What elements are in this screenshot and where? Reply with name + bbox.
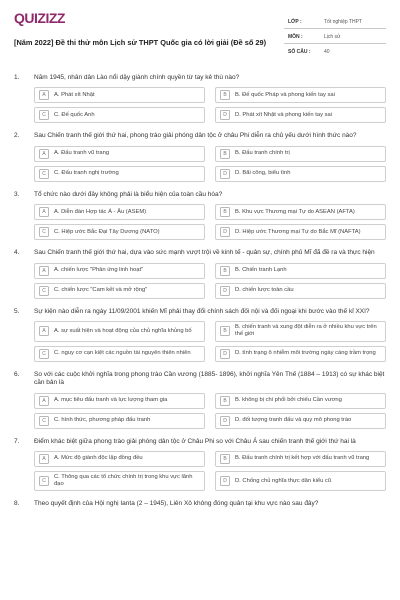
- meta-label: SỐ CÂU :: [288, 49, 311, 55]
- answer-option[interactable]: [34, 451, 205, 467]
- option-letter-box: C: [39, 169, 49, 179]
- answer-option[interactable]: [215, 87, 386, 103]
- answer-option[interactable]: [215, 224, 386, 240]
- worksheet-title: [Năm 2022] Đề thi thử môn Lịch sử THPT Quốc gia có lời giải (Đề số 29): [14, 38, 267, 47]
- question-header: [14, 74, 386, 82]
- answer-options: [14, 321, 386, 361]
- answer-option[interactable]: [34, 263, 205, 279]
- option-letter-box: B: [220, 326, 230, 336]
- answer-option[interactable]: [215, 166, 386, 182]
- answer-option[interactable]: [34, 393, 205, 409]
- question-block: [14, 500, 386, 508]
- option-letter-box: D: [220, 349, 230, 359]
- answer-option[interactable]: [215, 451, 386, 467]
- option-text: C. hình thức, phương pháp đấu tranh: [54, 416, 151, 423]
- option-letter-box: A: [39, 266, 49, 276]
- option-letter-box: B: [220, 266, 230, 276]
- option-letter-box: B: [220, 207, 230, 217]
- answer-options: [14, 451, 386, 491]
- answer-options: [14, 87, 386, 123]
- option-text: A. Mức độ giành độc lập đồng đều: [54, 455, 143, 462]
- answer-options: [14, 263, 386, 299]
- option-letter-box: A: [39, 396, 49, 406]
- question-text: Sự kiện nào diễn ra ngày 11/09/2001 khiến Mĩ phải thay đổi chính sách đối nội và đối ngoại khi bước vào thế kỉ XXI?: [34, 307, 370, 315]
- meta-row-count: [284, 44, 386, 59]
- question-list: [14, 74, 386, 518]
- option-text: C. Đấu tranh nghị trường: [54, 170, 119, 177]
- answer-option[interactable]: [34, 107, 205, 123]
- answer-option[interactable]: [34, 321, 205, 341]
- question-header: [14, 132, 386, 140]
- option-letter-box: A: [39, 149, 49, 159]
- option-letter-box: A: [39, 90, 49, 100]
- answer-options: [14, 204, 386, 240]
- option-text: C. chiến lược "Cam kết và mở rộng": [54, 287, 148, 294]
- option-letter-box: B: [220, 149, 230, 159]
- option-text: B. chiến tranh và xung đột diễn ra ở nhiều khu vực trên thế giới: [235, 324, 377, 338]
- question-text: Sau Chiến tranh thế giới thứ hai, phong trào giải phóng dân tộc ở châu Phi diễn ra chủ yếu dưới hình thức nào?: [34, 132, 357, 140]
- question-block: [14, 371, 386, 429]
- option-text: D. Bãi công, biểu tình: [235, 170, 291, 177]
- meta-label: MÔN :: [288, 34, 303, 40]
- question-block: [14, 132, 386, 181]
- question-header: [14, 191, 386, 199]
- option-text: B. Đấu tranh chính trị kết hợp với đấu tranh vũ trang: [235, 455, 370, 462]
- option-text: B. không bị chi phối bởi chiếu Cần vương: [235, 396, 342, 403]
- question-number: 6.: [14, 370, 20, 378]
- question-block: [14, 438, 386, 492]
- question-block: [14, 249, 386, 298]
- option-text: D. Chống chủ nghĩa thực dân kiểu cũ: [235, 477, 332, 484]
- meta-value: Lịch sử: [324, 34, 341, 40]
- quizizz-logo: QUIZIZZ: [14, 10, 65, 26]
- answer-option[interactable]: [34, 471, 205, 491]
- option-text: B. Đế quốc Pháp và phong kiến tay sai: [235, 91, 335, 98]
- question-number: 8.: [14, 500, 20, 508]
- option-text: C. Đế quốc Anh: [54, 111, 95, 118]
- option-letter-box: A: [39, 326, 49, 336]
- answer-option[interactable]: [34, 87, 205, 103]
- option-text: C. nguy cơ cạn kiệt các nguồn tài nguyên thiên nhiên: [54, 350, 191, 357]
- option-letter-box: C: [39, 286, 49, 296]
- answer-option[interactable]: [215, 393, 386, 409]
- question-text: Điểm khác biệt giữa phong trào giải phóng dân tộc ở Châu Phi so với Châu Á sau chiến tranh thế giới thứ hai là: [34, 437, 356, 445]
- option-text: C. Thông qua các tổ chức chính trị trong khu vực lãnh đạo: [54, 473, 193, 488]
- answer-option[interactable]: [215, 204, 386, 220]
- question-header: [14, 371, 386, 388]
- answer-option[interactable]: [215, 346, 386, 362]
- option-letter-box: C: [39, 416, 49, 426]
- answer-option[interactable]: [215, 471, 386, 491]
- option-letter-box: B: [220, 90, 230, 100]
- option-text: A. mục tiêu đấu tranh và lực lượng tham gia: [54, 396, 168, 403]
- option-letter-box: C: [39, 476, 49, 486]
- option-text: A. chiến lược "Phản ứng linh hoạt": [54, 267, 144, 274]
- answer-options: [14, 146, 386, 182]
- option-text: C. Hiệp ước Bắc Đại Tây Dương (NATO): [54, 228, 160, 235]
- option-text: D. đối tượng tranh đấu và quy mô phong trào: [235, 416, 352, 423]
- answer-option[interactable]: [215, 107, 386, 123]
- option-text: D. chiến lược toàn cầu: [235, 287, 294, 294]
- option-letter-box: B: [220, 396, 230, 406]
- answer-option[interactable]: [34, 224, 205, 240]
- answer-option[interactable]: [34, 204, 205, 220]
- question-number: 5.: [14, 307, 20, 315]
- question-number: 1.: [14, 74, 20, 81]
- answer-option[interactable]: [215, 321, 386, 341]
- question-number: 2.: [14, 132, 20, 140]
- meta-label: LỚP :: [288, 19, 302, 25]
- answer-option[interactable]: [34, 166, 205, 182]
- question-block: [14, 191, 386, 240]
- option-text: B. Đấu tranh chính trị: [235, 150, 290, 157]
- question-header: [14, 500, 386, 508]
- option-text: B. Khu vực Thương mại Tự do ASEAN (AFTA): [235, 208, 355, 215]
- question-number: 3.: [14, 190, 20, 198]
- answer-option[interactable]: [34, 346, 205, 362]
- answer-option[interactable]: [215, 263, 386, 279]
- option-letter-box: D: [220, 110, 230, 120]
- option-letter-box: C: [39, 349, 49, 359]
- question-block: [14, 308, 386, 362]
- question-text: Theo quyết định của Hội nghị Ianta (2 – 1945), Liên Xô không đóng quân tại khu vực nào sau đây?: [34, 500, 319, 508]
- option-text: D. Hiệp ước Thương mại Tự do Bắc Mĩ (NAFTA): [235, 228, 361, 235]
- option-text: D. Phát xít Nhật và phong kiến tay sai: [235, 111, 332, 118]
- option-text: A. Đấu tranh vũ trang: [54, 150, 110, 157]
- meta-table: [284, 14, 386, 59]
- option-letter-box: B: [220, 454, 230, 464]
- question-header: [14, 249, 386, 257]
- answer-options: [14, 393, 386, 429]
- question-text: Tổ chức nào dưới đây không phải là biểu hiện của toàn cầu hóa?: [34, 190, 223, 198]
- answer-option[interactable]: [215, 283, 386, 299]
- option-text: A. Phát xít Nhật: [54, 91, 95, 98]
- option-letter-box: D: [220, 227, 230, 237]
- option-text: B. Chiến tranh Lạnh: [235, 267, 287, 274]
- meta-row-subject: [284, 29, 386, 44]
- worksheet-header: [14, 10, 386, 62]
- question-text: Sau Chiến tranh thế giới thứ hai, dựa vào sức mạnh vượt trội về kinh tế - quân sự, chính phủ Mĩ đã đề ra và thực hiện: [34, 249, 375, 257]
- option-letter-box: D: [220, 416, 230, 426]
- question-block: [14, 74, 386, 123]
- option-letter-box: C: [39, 227, 49, 237]
- meta-value: 40: [324, 49, 330, 55]
- question-text: Năm 1945, nhân dân Lào nổi dậy giành chính quyền từ tay kẻ thù nào?: [34, 74, 240, 81]
- option-letter-box: D: [220, 169, 230, 179]
- option-letter-box: D: [220, 286, 230, 296]
- option-letter-box: A: [39, 207, 49, 217]
- meta-value: Tốt nghiệp THPT: [324, 19, 362, 25]
- answer-option[interactable]: [215, 413, 386, 429]
- option-text: A. sự xuất hiện và hoạt động của chủ nghĩa khủng bố: [54, 327, 192, 334]
- answer-option[interactable]: [34, 413, 205, 429]
- option-letter-box: D: [220, 476, 230, 486]
- option-text: D. tình trạng ô nhiễm môi trường ngày càng trầm trọng: [235, 350, 376, 357]
- option-letter-box: A: [39, 454, 49, 464]
- question-text: So với các cuộc khởi nghĩa trong phong trào Cần vương (1885- 1896), khởi nghĩa Yên Thế (1884 – 1913) có sự khác biệt căn bản là: [34, 370, 385, 387]
- answer-option[interactable]: [215, 146, 386, 162]
- question-header: [14, 438, 386, 446]
- option-letter-box: C: [39, 110, 49, 120]
- question-header: [14, 308, 386, 316]
- question-number: 7.: [14, 437, 20, 445]
- option-text: A. Diễn đàn Hợp tác Á - Âu (ASEM): [54, 208, 147, 215]
- question-number: 4.: [14, 249, 20, 257]
- answer-option[interactable]: [34, 146, 205, 162]
- meta-row-class: [284, 14, 386, 29]
- answer-option[interactable]: [34, 283, 205, 299]
